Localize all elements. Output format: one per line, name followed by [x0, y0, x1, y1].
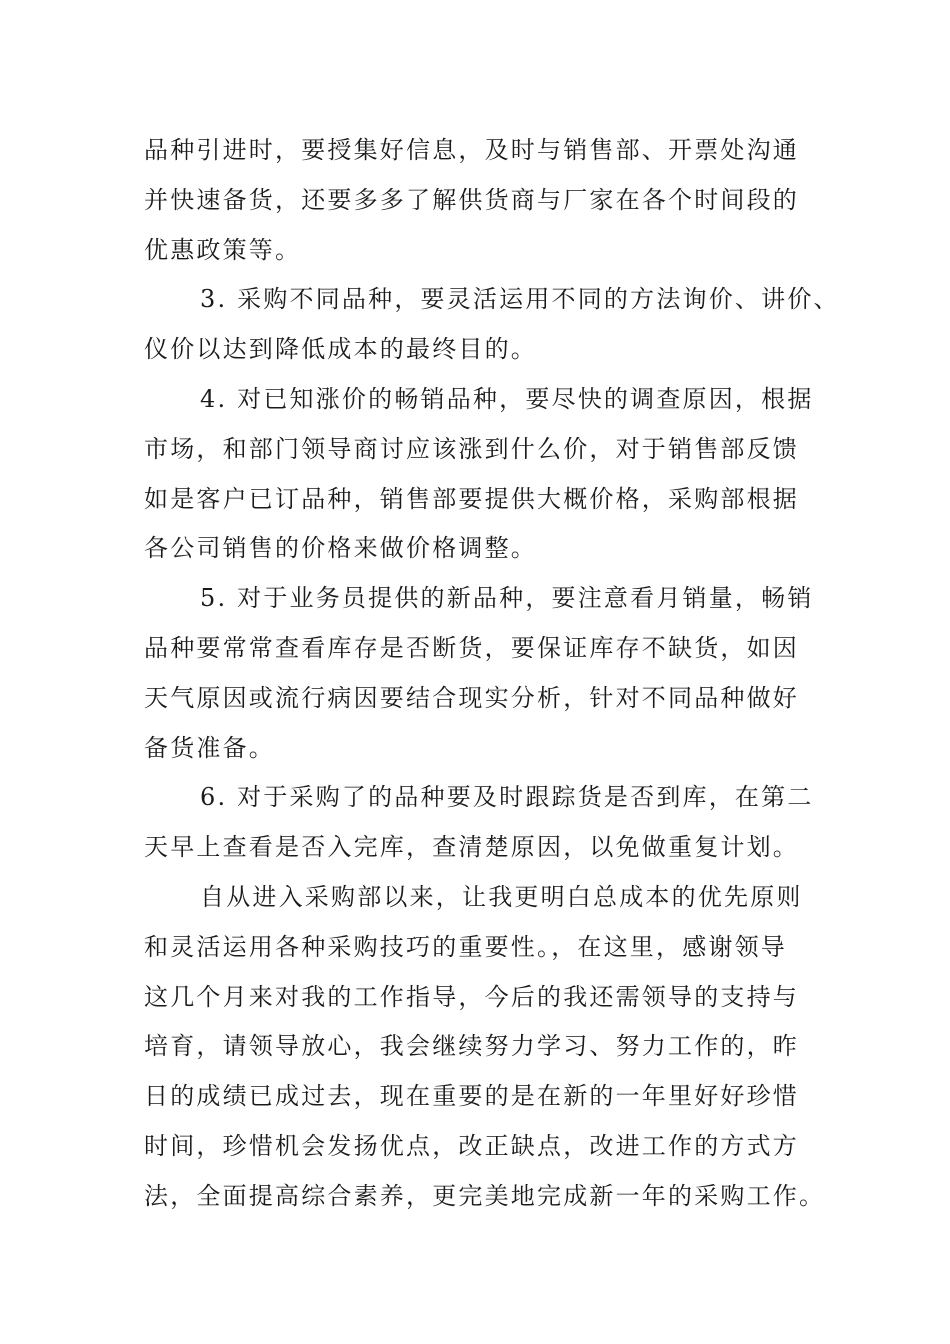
text-line: 天气原因或流行病因要结合现实分析，针对不同品种做好	[144, 683, 799, 712]
text-line: 品种引进时，要授集好信息，及时与销售部、开票处沟通	[144, 136, 799, 164]
text-line: 这几个月来对我的工作指导，今后的我还需领导的支持与	[144, 982, 799, 1011]
text-line: 仪价以达到降低成本的最终目的。	[144, 335, 537, 364]
text-line: 日的成绩已成过去，现在重要的是在新的一年里好好珍惜	[144, 1082, 799, 1111]
paragraph-item-6	[144, 773, 834, 873]
text-line: 并快速备货，还要多多了解供货商与厂家在各个时间段的	[144, 185, 799, 214]
text-line: 如是客户已订品种，销售部要提供大概价格，采购部根据	[144, 484, 799, 513]
text-line: 各公司销售的价格来做价格调整。	[144, 534, 537, 563]
text-line: 品种要常常查看库存是否断货，要保证库存不缺货，如因	[144, 633, 799, 662]
text-line: 6. 对于采购了的品种要及时跟踪货是否到库，在第二	[200, 783, 814, 812]
text-line: 4. 对已知涨价的畅销品种，要尽快的调查原因，根据	[200, 384, 814, 413]
paragraph-item-3	[144, 275, 840, 375]
text-line: 市场，和部门领导商讨应该涨到什么价，对于销售部反馈	[144, 434, 799, 463]
text-line: 培育，请领导放心，我会继续努力学习、努力工作的，昨	[144, 1032, 799, 1061]
text-line: 备货准备。	[144, 733, 275, 762]
paragraph-conclusion	[144, 873, 834, 1222]
text-line: 5. 对于业务员提供的新品种，要注意看月销量，畅销	[200, 584, 814, 613]
text-line: 3. 采购不同品种，要灵活运用不同的方法询价、讲价、	[200, 285, 840, 314]
text-line: 优惠政策等。	[144, 235, 302, 264]
text-line: 天早上查看是否入完库，查清楚原因，以免做重复计划。	[144, 833, 799, 862]
text-line: 时间，珍惜机会发扬优点，改正缺点，改进工作的方式方	[144, 1131, 799, 1160]
paragraph-item-5	[144, 574, 834, 773]
document-body	[144, 126, 840, 1222]
text-line: 法，全面提高综合素养，更完美地完成新一年的采购工作。	[144, 1181, 826, 1210]
paragraph-item-4	[144, 375, 834, 574]
text-line: 自从进入采购部以来，让我更明白总成本的优先原则	[200, 882, 803, 911]
text-line: 和灵活运用各种采购技巧的重要性。，在这里，感谢领导	[144, 932, 787, 961]
paragraph-continuation	[144, 126, 834, 275]
